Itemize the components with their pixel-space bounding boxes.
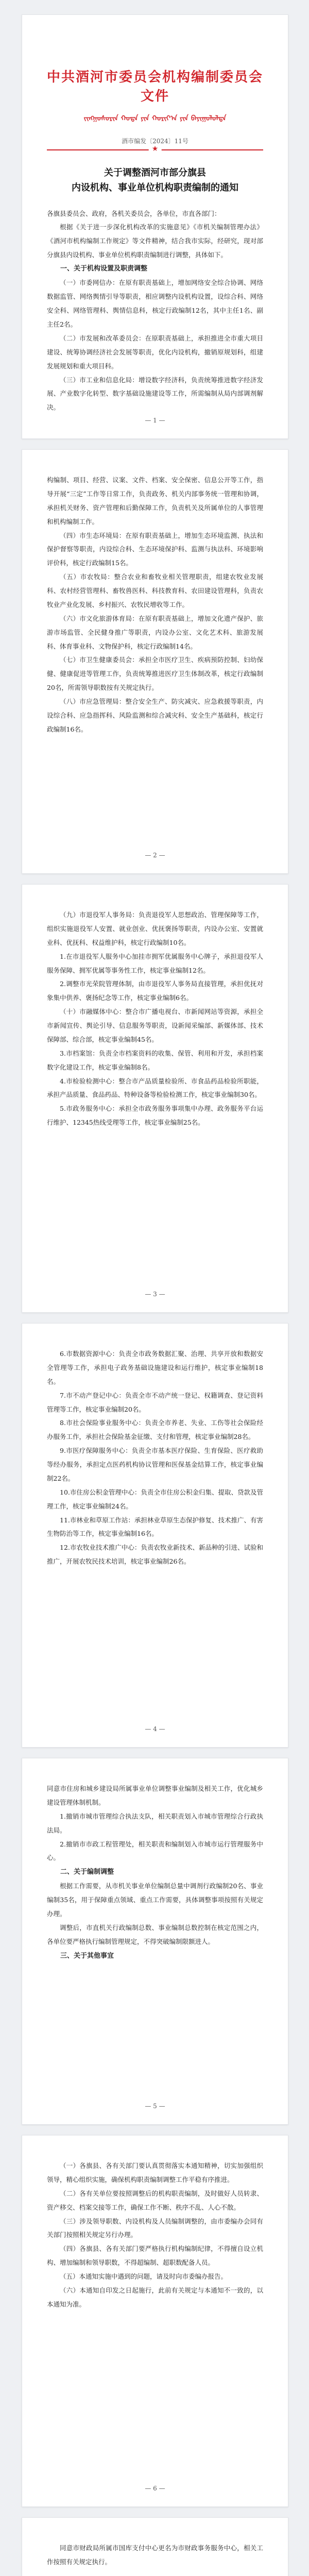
paragraph: （二）市发展和改革委员会：在原职责基础上，承担推进全市重大项目建设、统筹协调经济社会发展等职责，优化内设机构，撤销原规划科，组建发展规划和重大项目科。 <box>47 334 263 370</box>
document-page-1 <box>22 14 288 439</box>
paragraph: （四）市生态环境局：在原有职责基础上，增加生态环境监测、执法和保护督察等职责，内设综合科、生态环境保护科、监测与执法科、环境影响评价科，核定行政编制15名。 <box>47 531 263 567</box>
paragraph: 5.市政务服务中心：承担全市政务服务事项集中办理、政务服务平台运行维护、12345热线受理等工作，核定事业编制25名。 <box>47 1105 263 1127</box>
page-body <box>47 473 263 737</box>
paragraph: 6.市数据资源中心：负责全市政务数据汇聚、治理、共享开放和数据安全管理等工作，承担电子政务基础设施建设和运行维护，核定事业编制18名。 <box>47 1350 263 1385</box>
paragraph: 1.撤销市城市管理综合执法支队，相关职责划入市城市管理综合行政执法局。 <box>47 1812 263 1834</box>
paragraph: 根据《关于进一步深化机构改革的实施意见》《市机关编制管理办法》《酒河市机构编制工作规定》等文件精神，结合我市实际，经研究，现对部分旗县内设机构、事业单位机构职责编制进行调整，具体如下。 <box>47 223 263 259</box>
paragraph: （五）本通知实施中遇到的问题，请及时向市委编办报告。 <box>60 2273 228 2280</box>
paragraph: （四）各旗县、各有关部门要严格执行机构编制纪律，不得擅自设立机构、增加编制和领导职数，不得超编制、超职数配备人员。 <box>47 2245 263 2267</box>
section-heading: 二、关于编制调整 <box>60 1868 114 1876</box>
paragraph: （三）涉及领导职数、内设机构及人员编制调整的，由市委编办会同有关部门按照相关规定另行办理。 <box>47 2217 263 2239</box>
page-7-content <box>47 2541 263 2569</box>
page-number: — 2 — <box>145 852 165 859</box>
paragraph: 4.市检验检测中心：整合市产品质量检验所、市食品药品检验所职能，承担产品质量、食品药品、特种设备等检验检测工作，核定事业编制30名。 <box>47 1077 263 1099</box>
document-page-5 <box>22 1758 288 2125</box>
section-heading: 三、关于其他事宜 <box>60 1952 114 1960</box>
document-page-3 <box>22 884 288 1313</box>
paragraph: 调整后，市直机关行政编制总数、事业编制总数控制在核定范围之内，各单位要严格执行编制管理规定，不得突破编制限额进人。 <box>47 1923 263 1945</box>
page-body <box>47 2541 263 2569</box>
header-mongolian-line: ᠵᠢᠩᠭᠣᠰᠣᠷᠢᠨ ᠬᠣᠲᠠ ᠶᠢᠨ ᠬᠣᠷᠢᠶ᠎ᠠ ᠶᠢᠨ ᠪᠠᠶᠢᠭᠤᠯᠤᠯᠲᠠ <box>83 114 227 123</box>
page-number: — 1 — <box>145 417 165 424</box>
paragraph: 3.市档案馆：负责全市档案资料的收集、保管、利用和开发，承担档案数字化建设工作，核定事业编制8名。 <box>47 1049 263 1071</box>
page-body <box>47 2159 263 2312</box>
paragraph: （六）本通知自印发之日起施行，此前有关规定与本通知不一致的，以本通知为准。 <box>47 2286 263 2308</box>
paragraph: （三）市工业和信息化局：增设数字经济科，负责统筹推进数字经济发展、产业数字化转型、数字基础设施建设等工作，所需编制从局内部调剂解决。 <box>47 376 263 412</box>
paragraph: （九）市退役军人事务局：负责退役军人思想政治、管理保障等工作，组织实施退役军人安置、就业创业、优抚褒扬等职责，内设办公室、安置就业科、优抚科、权益维护科，核定行政编制10名。 <box>47 911 263 946</box>
paragraph: （七）市卫生健康委员会：承担全市医疗卫生、疾病预防控制、妇幼保健、健康促进等管理工作，负责统筹推进医疗卫生体制改革，核定行政编制20名，所需领导职数按有关规定执行。 <box>47 656 263 692</box>
document-page-4 <box>22 1323 288 1748</box>
paragraph: 2.撤销市市政工程管理处，相关职责和编制划入市城市运行管理服务中心。 <box>47 1840 263 1862</box>
section-heading: 一、关于机构设置及职责调整 <box>60 265 148 273</box>
paragraph: （五）市农牧局：整合农业和畜牧业相关管理职责，组建农牧业发展科、农村经营管理科、畜牧兽医科、科技教育科、农田建设管理科，负责农牧业产业化发展、乡村振兴、农牧民增收等工作。 <box>47 573 263 608</box>
page-6-content <box>47 2159 263 2312</box>
paragraph: 构编制、项目、经营、议案、文件、档案、安全保密、信息公开等工作，指导开展“三定”工作等日常工作，负责政务、机关内部事务统一管理和协调，承担机关财务、资产管理和后勤保障工作，负责机关及所属单位的人事管理和机构编制工作。 <box>47 476 263 526</box>
page-3-content <box>47 908 263 1130</box>
paragraph: 根据工作需要，从市机关事业单位编制总量中调剂行政编制20名、事业编制35名，用于保障重点领域、重点工作需要，具体调整事项按照有关规定办理。 <box>47 1882 263 1918</box>
header-title: 中共酒河市委员会机构编制委员会文件 <box>47 70 264 104</box>
paragraph: 同意市财政局所属市国库支付中心更名为市财政事务服务中心，相关工作按照有关规定执行。 <box>47 2544 263 2566</box>
page-body <box>47 908 263 1130</box>
document-page-6 <box>22 2135 288 2507</box>
page-4-content <box>47 1347 263 1569</box>
recipients-line: 各旗县委员会、政府，各机关委员会，各单位，市直各部门： <box>47 209 221 217</box>
paragraph: 2.调整市光荣院管理体制，由市退役军人事务局直接管理，承担优抚对象集中供养、褒扬纪念等工作，核定事业编制6名。 <box>47 980 263 1002</box>
document-page-2 <box>22 449 288 874</box>
document-page-7 <box>22 2517 288 2576</box>
document-number: 酒市编发〔2024〕11号 <box>122 138 188 145</box>
red-separator-line <box>47 145 263 153</box>
page-number: — 4 — <box>145 1725 165 1733</box>
paragraph: （二）各有关单位要按照调整后的机构职责编制，及时做好人员转隶、资产移交、档案交接等工作，确保工作不断、秩序不乱、人心不散。 <box>47 2189 263 2211</box>
document-header <box>47 66 263 123</box>
paragraph: （一）各旗县、各有关部门要认真贯彻落实本通知精神，切实加强组织领导，精心组织实施，确保机构职责编制调整工作平稳有序推进。 <box>47 2162 263 2183</box>
paragraph: （六）市文化旅游体育局：在原有职责基础上，增加文化遗产保护、旅游市场监管、全民健身推广等职责，内设办公室、文化艺术科、旅游发展科、体育事业科、文物保护科，核定行政编制14名。 <box>47 614 263 650</box>
paragraph: 12.市农牧业技术推广中心：负责农牧业新技术、新品种的引进、试验和推广，开展农牧民技术培训，核定事业编制26名。 <box>47 1544 263 1566</box>
document-title-line-1: 关于调整酒河市部分旗县 <box>104 167 206 178</box>
page-number: — 3 — <box>145 1291 165 1298</box>
page-5-content <box>47 1782 263 1963</box>
paragraph: 7.市不动产登记中心：负责全市不动产统一登记、权籍调查、登记资料管理等工作，核定事业编制20名。 <box>47 1391 263 1413</box>
page-number: — 5 — <box>145 2103 165 2110</box>
document-title-line-2: 内设机构、事业单位机构职责编制的通知 <box>72 182 238 193</box>
star-icon: ★ <box>149 145 162 153</box>
paragraph: 9.市医疗保障服务中心：负责全市基本医疗保险、生育保险、医疗救助等经办服务，承担定点医药机构协议管理和医保基金结算工作，核定事业编制22名。 <box>47 1447 263 1482</box>
page-body <box>47 221 263 415</box>
paragraph: （一）市委网信办：在原有职责基础上，增加网络安全综合协调、网络数据监管、网络舆情引导等职责，相应调整内设机构设置，设综合科、网络安全科、网络管理科、舆情信息科，核定行政编制12名，其中主任1名、副主任2名。 <box>47 279 263 329</box>
paragraph: 8.市社会保险事业服务中心：负责全市养老、失业、工伤等社会保险经办服务工作，承担社会保险基金征缴、支付和管理，核定事业编制28名。 <box>47 1419 263 1441</box>
paragraph: （十）市融媒体中心：整合市广播电视台、市新闻网站等资源，承担全市新闻宣传、舆论引导、信息服务等职责，设新闻采编部、新媒体部、技术保障部、综合部，核定事业编制45名。 <box>47 1008 263 1043</box>
page-2-content <box>47 473 263 737</box>
page-body <box>47 1347 263 1569</box>
page-body <box>47 1782 263 1963</box>
paragraph: 10.市住房公积金管理中心：负责全市住房公积金归集、提取、贷款及管理工作，核定事业编制24名。 <box>47 1488 263 1510</box>
document-title <box>47 166 263 196</box>
page-1-content <box>47 39 263 415</box>
paragraph: 11.市林业和草原工作站：承担林业草原生态保护修复、技术推广、有害生物防治等工作，核定事业编制16名。 <box>47 1516 263 1538</box>
paragraph: 同意市住房和城乡建设局所属事业单位调整事业编制及相关工作，优化城乡建设管理体制机制。 <box>47 1785 263 1806</box>
page-number: — 6 — <box>145 2485 165 2492</box>
paragraph: 1.在市退役军人服务中心加挂市拥军优属服务中心牌子，承担退役军人服务保障、拥军优属等事务性工作，核定事业编制12名。 <box>47 952 263 974</box>
paragraph: （八）市应急管理局：整合安全生产、防灾减灾、应急救援等职责，内设综合科、应急指挥科、风险监测和综合减灾科、安全生产基础科，核定行政编制16名。 <box>47 698 263 733</box>
